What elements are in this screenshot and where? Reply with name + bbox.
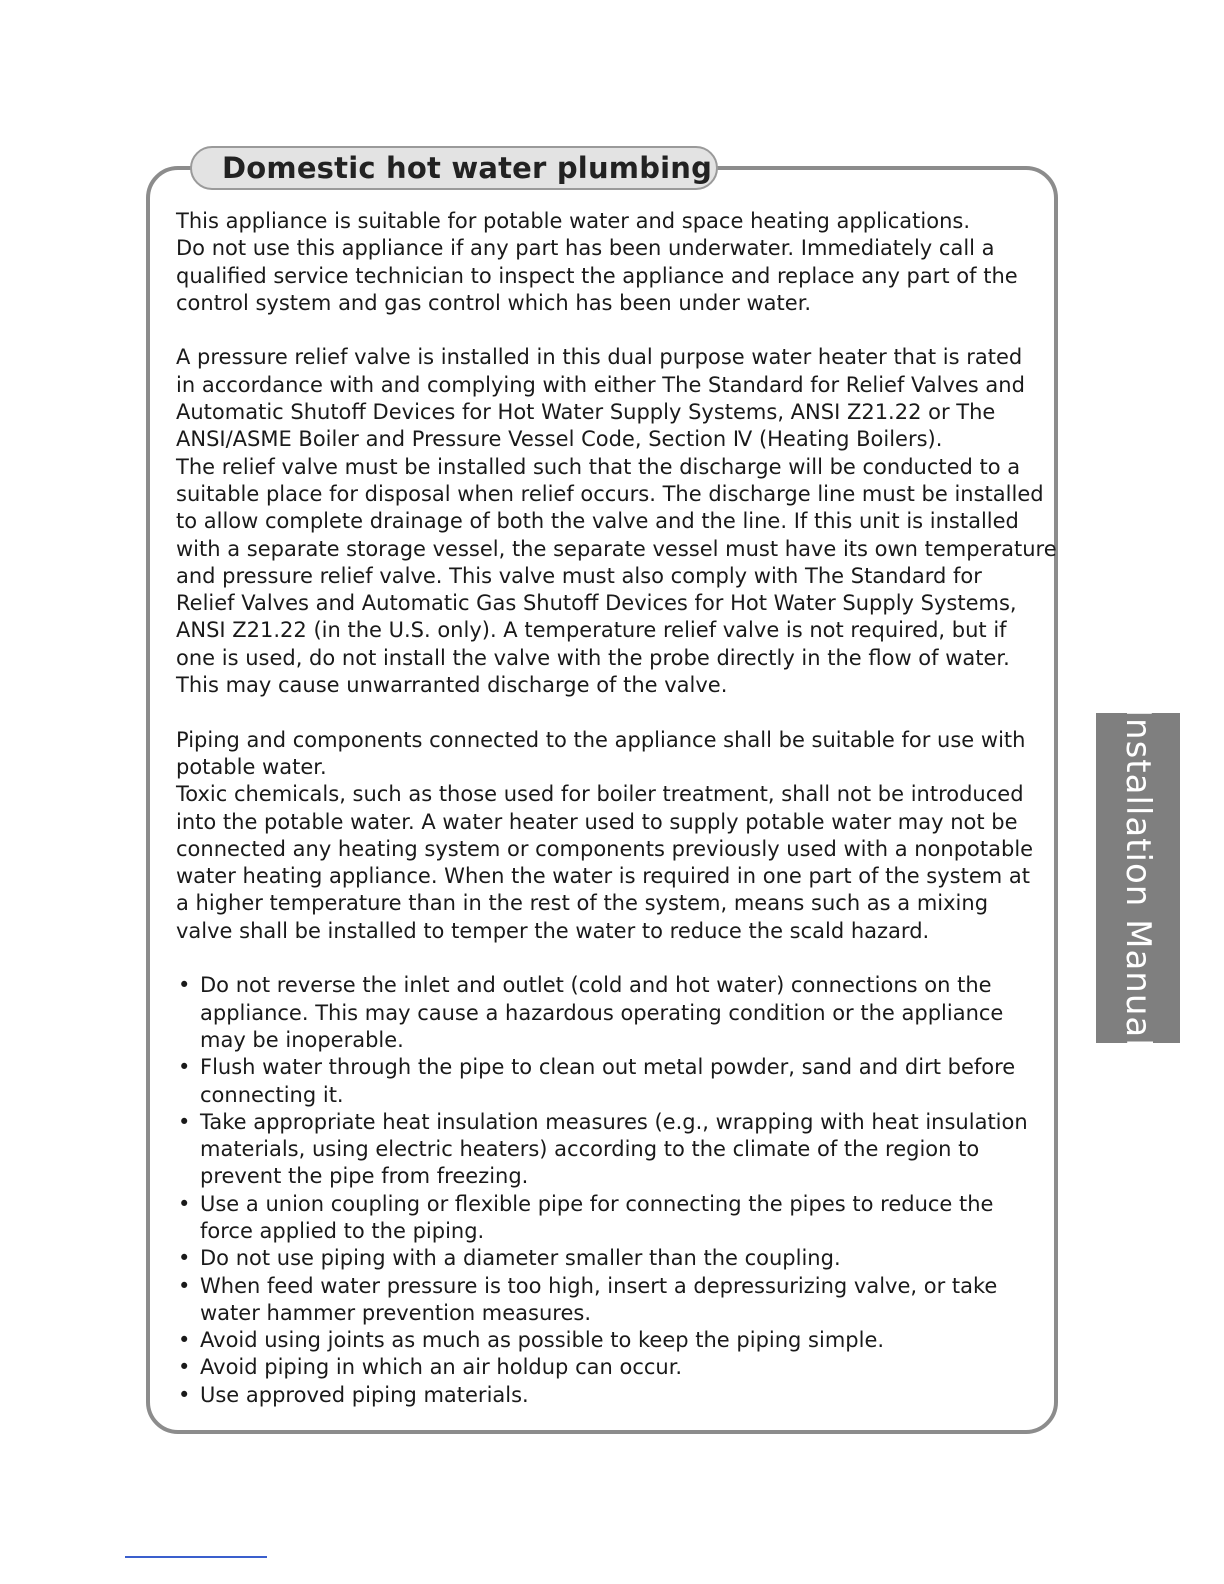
text-line: potable water. bbox=[176, 754, 327, 779]
text-line: into the potable water. A water heater used to supply potable water may not be bbox=[176, 809, 1018, 834]
text-line: Toxic chemicals, such as those used for boiler treatment, shall not be introduced bbox=[176, 782, 1024, 807]
bullet-marker: • bbox=[178, 1246, 191, 1271]
bullet-line: Use approved piping materials. bbox=[200, 1382, 529, 1407]
bullet-line: Do not use piping with a diameter smaller than the coupling. bbox=[200, 1246, 841, 1271]
paragraph-relief-valve bbox=[176, 344, 1056, 699]
text-line: water heating appliance. When the water is required in one part of the system at bbox=[176, 864, 1030, 889]
bullet-line: When feed water pressure is too high, insert a depressurizing valve, or take bbox=[200, 1273, 998, 1298]
text-line: one is used, do not install the valve with the probe directly in the flow of water. bbox=[176, 645, 1010, 670]
bullet-line: materials, using electric heaters) according to the climate of the region to bbox=[200, 1137, 980, 1162]
paragraph-gap bbox=[176, 317, 1056, 344]
bullet-marker: • bbox=[178, 1273, 191, 1298]
bullet-marker: • bbox=[178, 1328, 191, 1353]
text-line: The relief valve must be installed such that the discharge will be conducted to a bbox=[176, 454, 1021, 479]
text-line: connected any heating system or components previously used with a nonpotable bbox=[176, 836, 1034, 861]
bullet-marker: • bbox=[178, 973, 191, 998]
bullet-item bbox=[176, 1273, 1056, 1328]
text-line: suitable place for disposal when relief occurs. The discharge line must be installed bbox=[176, 481, 1044, 506]
bullet-line: prevent the pipe from freezing. bbox=[200, 1164, 529, 1189]
paragraph-piping bbox=[176, 727, 1056, 945]
bullet-marker: • bbox=[178, 1355, 191, 1380]
bullet-list bbox=[176, 972, 1056, 1409]
text-line: Relief Valves and Automatic Gas Shutoff Devices for Hot Water Supply Systems, bbox=[176, 591, 1017, 616]
bullet-line: may be inoperable. bbox=[200, 1027, 404, 1052]
bullet-item bbox=[176, 972, 1056, 1054]
bullet-item bbox=[176, 1109, 1056, 1191]
bullet-line: water hammer prevention measures. bbox=[200, 1300, 592, 1325]
text-line: Automatic Shutoff Devices for Hot Water Supply Systems, ANSI Z21.22 or The bbox=[176, 400, 996, 425]
bullet-line: Avoid using joints as much as possible to keep the piping simple. bbox=[200, 1328, 885, 1353]
footer-rule bbox=[125, 1556, 267, 1558]
text-line: valve shall be installed to temper the water to reduce the scald hazard. bbox=[176, 918, 930, 943]
bullet-line: Avoid piping in which an air holdup can occur. bbox=[200, 1355, 683, 1380]
text-line: with a separate storage vessel, the separate vessel must have its own temperature bbox=[176, 536, 1057, 561]
bullet-marker: • bbox=[178, 1055, 191, 1080]
text-line: This may cause unwarranted discharge of the valve. bbox=[176, 673, 728, 698]
text-line: A pressure relief valve is installed in this dual purpose water heater that is rated bbox=[176, 345, 1023, 370]
text-line: and pressure relief valve. This valve must also comply with The Standard for bbox=[176, 563, 982, 588]
bullet-marker: • bbox=[178, 1109, 191, 1134]
bullet-line: Take appropriate heat insulation measures (e.g., wrapping with heat insulation bbox=[200, 1109, 1028, 1134]
text-line: a higher temperature than in the rest of the system, means such as a mixing bbox=[176, 891, 989, 916]
paragraph-gap bbox=[176, 699, 1056, 726]
bullet-line: appliance. This may cause a hazardous operating condition or the appliance bbox=[200, 1000, 1004, 1025]
bullet-item bbox=[176, 1245, 1056, 1272]
bullet-line: Do not reverse the inlet and outlet (cold and hot water) connections on the bbox=[200, 973, 992, 998]
text-line: control system and gas control which has been under water. bbox=[176, 290, 812, 315]
bullet-marker: • bbox=[178, 1382, 191, 1407]
bullet-item bbox=[176, 1327, 1056, 1354]
text-line: Piping and components connected to the appliance shall be suitable for use with bbox=[176, 727, 1026, 752]
text-line: ANSI/ASME Boiler and Pressure Vessel Code, Section Ⅳ (Heating Boilers). bbox=[176, 427, 943, 452]
bullet-line: Flush water through the pipe to clean out metal powder, sand and dirt before bbox=[200, 1055, 1016, 1080]
chapter-side-tab bbox=[1096, 707, 1180, 1049]
text-line: ANSI Z21.22 (in the U.S. only). A temperature relief valve is not required, but if bbox=[176, 618, 1007, 643]
bullet-item bbox=[176, 1354, 1056, 1381]
section-title-tab bbox=[190, 146, 718, 190]
bullet-marker: • bbox=[178, 1191, 191, 1216]
bullet-line: Use a union coupling or flexible pipe for connecting the pipes to reduce the bbox=[200, 1191, 994, 1216]
bullet-item bbox=[176, 1191, 1056, 1246]
paragraph-gap bbox=[176, 945, 1056, 972]
section-title: Domestic hot water plumbing bbox=[222, 151, 713, 185]
document-body bbox=[176, 208, 1056, 1409]
text-line: to allow complete drainage of both the valve and the line. If this unit is installed bbox=[176, 509, 1019, 534]
text-line: in accordance with and complying with either The Standard for Relief Valves and bbox=[176, 372, 1025, 397]
bullet-item bbox=[176, 1382, 1056, 1409]
bullet-line: force applied to the piping. bbox=[200, 1218, 485, 1243]
text-line: Do not use this appliance if any part has been underwater. Immediately call a bbox=[176, 236, 995, 261]
bullet-item bbox=[176, 1054, 1056, 1109]
text-line: This appliance is suitable for potable water and space heating applications. bbox=[176, 209, 971, 233]
chapter-side-label: Installation Manual bbox=[1118, 707, 1158, 1049]
text-line: qualified service technician to inspect the appliance and replace any part of the bbox=[176, 263, 1018, 288]
bullet-line: connecting it. bbox=[200, 1082, 344, 1107]
paragraph-intro bbox=[176, 208, 1056, 317]
